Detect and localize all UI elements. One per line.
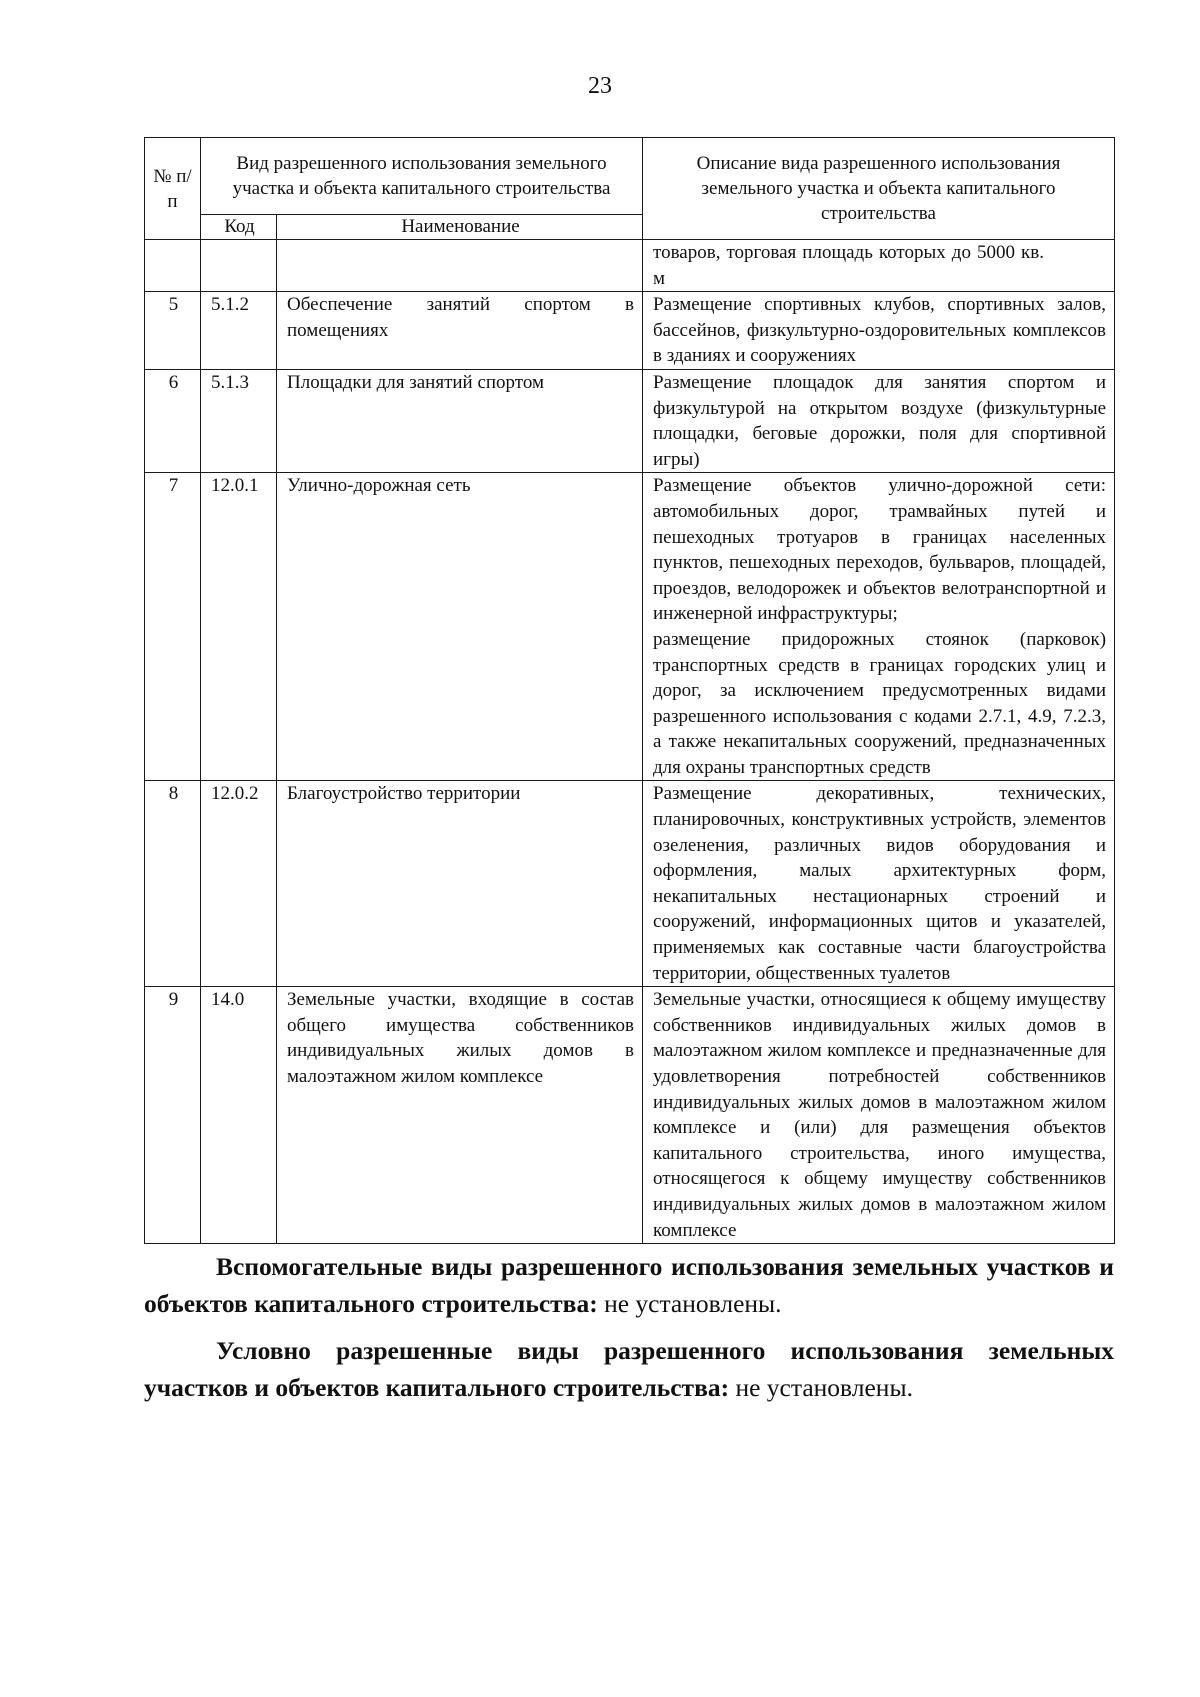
table-row xyxy=(145,987,1115,1244)
row-description xyxy=(643,781,1115,987)
table-row-continuation xyxy=(145,240,1115,292)
header-description: Описание вида разрешенного использования земельного участка и объекта капитального строительства xyxy=(643,138,1115,240)
row-name: Обеспечение занятий спортом в помещениях xyxy=(277,292,643,370)
page-number: 23 xyxy=(588,73,612,99)
table-row xyxy=(145,473,1115,781)
row-description xyxy=(643,240,1115,292)
description-paragraph: Размещение спортивных клубов, спортивных залов, бассейнов, физкультурно-оздоровительных комплексов в зданиях и сооружениях xyxy=(653,294,1107,367)
table-row xyxy=(145,369,1115,472)
after-table-text xyxy=(144,1248,1114,1406)
conditional-uses-paragraph xyxy=(144,1332,1114,1406)
description-paragraph: размещение придорожных стоянок (парковок) транспортных средств в границах городских улиц и дорог, за исключением предусмотренных видами разрешенного использования с кодами 2.7.1, 4.9, 7.2.3, а также некапитальных сооружений, предназначенных для охраны транспортных средств xyxy=(653,628,1107,778)
row-description xyxy=(643,987,1115,1244)
row-num: 6 xyxy=(145,369,201,472)
header-group: Вид разрешенного использования земельного участка и объекта капитального строительства xyxy=(201,138,643,215)
row-name: Благоустройство территории xyxy=(277,781,643,987)
header-name: Наименование xyxy=(277,215,643,240)
row-num: 7 xyxy=(145,473,201,781)
row-name: Улично-дорожная сеть xyxy=(277,473,643,781)
row-description xyxy=(643,369,1115,472)
description-paragraph: Земельные участки, относящиеся к общему имуществу собственников индивидуальных жилых домов в малоэтажном жилом комплексе и предназначенные для удовлетворения потребностей собственников индивидуальных жилых домов в малоэтажном жилом комплексе и (или) для размещения объектов капитального строительства, иного имущества, относящегося к общему имуществу собственников индивидуальных жилых домов в малоэтажном жилом комплексе xyxy=(653,989,1107,1241)
description-paragraph: Размещение площадок для занятия спортом и физкультурой на открытом воздухе (физкультурные площадки, беговые дорожки, поля для спортивной игры) xyxy=(653,371,1107,470)
table-row xyxy=(145,781,1115,987)
conditional-uses-status: не установлены. xyxy=(729,1373,913,1402)
row-code: 12.0.2 xyxy=(201,781,277,987)
land-use-table xyxy=(144,137,1115,1244)
row-description xyxy=(643,292,1115,370)
header-code: Код xyxy=(201,215,277,240)
description-paragraph: товаров, торговая площадь которых до 5000 кв. м xyxy=(653,242,1045,289)
conditional-uses-heading: Условно разрешенные виды разрешенного использования земельных участков и объектов капитального строительства: xyxy=(144,1336,1114,1402)
table-header-row xyxy=(145,138,1115,215)
auxiliary-uses-paragraph xyxy=(144,1248,1114,1322)
row-code: 5.1.2 xyxy=(201,292,277,370)
description-paragraph: Размещение декоративных, технических, планировочных, конструктивных устройств, элементов озеленения, различных видов оборудования и оформления, малых архитектурных форм, некапитальных нестационарных строений и сооружений, информационных щитов и указателей, применяемых как составные части благоустройства территории, общественных туалетов xyxy=(653,783,1107,984)
row-name: Площадки для занятий спортом xyxy=(277,369,643,472)
description-paragraph: Размещение объектов улично-дорожной сети: автомобильных дорог, трамвайных путей и пешеходных тротуаров в границах населенных пунктов, пешеходных переходов, бульваров, площадей, проездов, велодорожек и объектов велотранспортной и инженерной инфраструктуры; xyxy=(653,475,1107,625)
row-num: 9 xyxy=(145,987,201,1244)
row-num: 8 xyxy=(145,781,201,987)
row-name: Земельные участки, входящие в состав общего имущества собственников индивидуальных жилых домов в малоэтажном жилом комплексе xyxy=(277,987,643,1244)
header-num: № п/п xyxy=(145,138,201,240)
row-code: 5.1.3 xyxy=(201,369,277,472)
row-description xyxy=(643,473,1115,781)
auxiliary-uses-status: не установлены. xyxy=(597,1289,782,1318)
row-code: 12.0.1 xyxy=(201,473,277,781)
row-name xyxy=(277,240,643,292)
table-row xyxy=(145,292,1115,370)
row-num xyxy=(145,240,201,292)
row-code xyxy=(201,240,277,292)
row-code: 14.0 xyxy=(201,987,277,1244)
auxiliary-uses-heading: Вспомогательные виды разрешенного использования земельных участков и объектов капитального строительства: xyxy=(144,1252,1114,1318)
row-num: 5 xyxy=(145,292,201,370)
